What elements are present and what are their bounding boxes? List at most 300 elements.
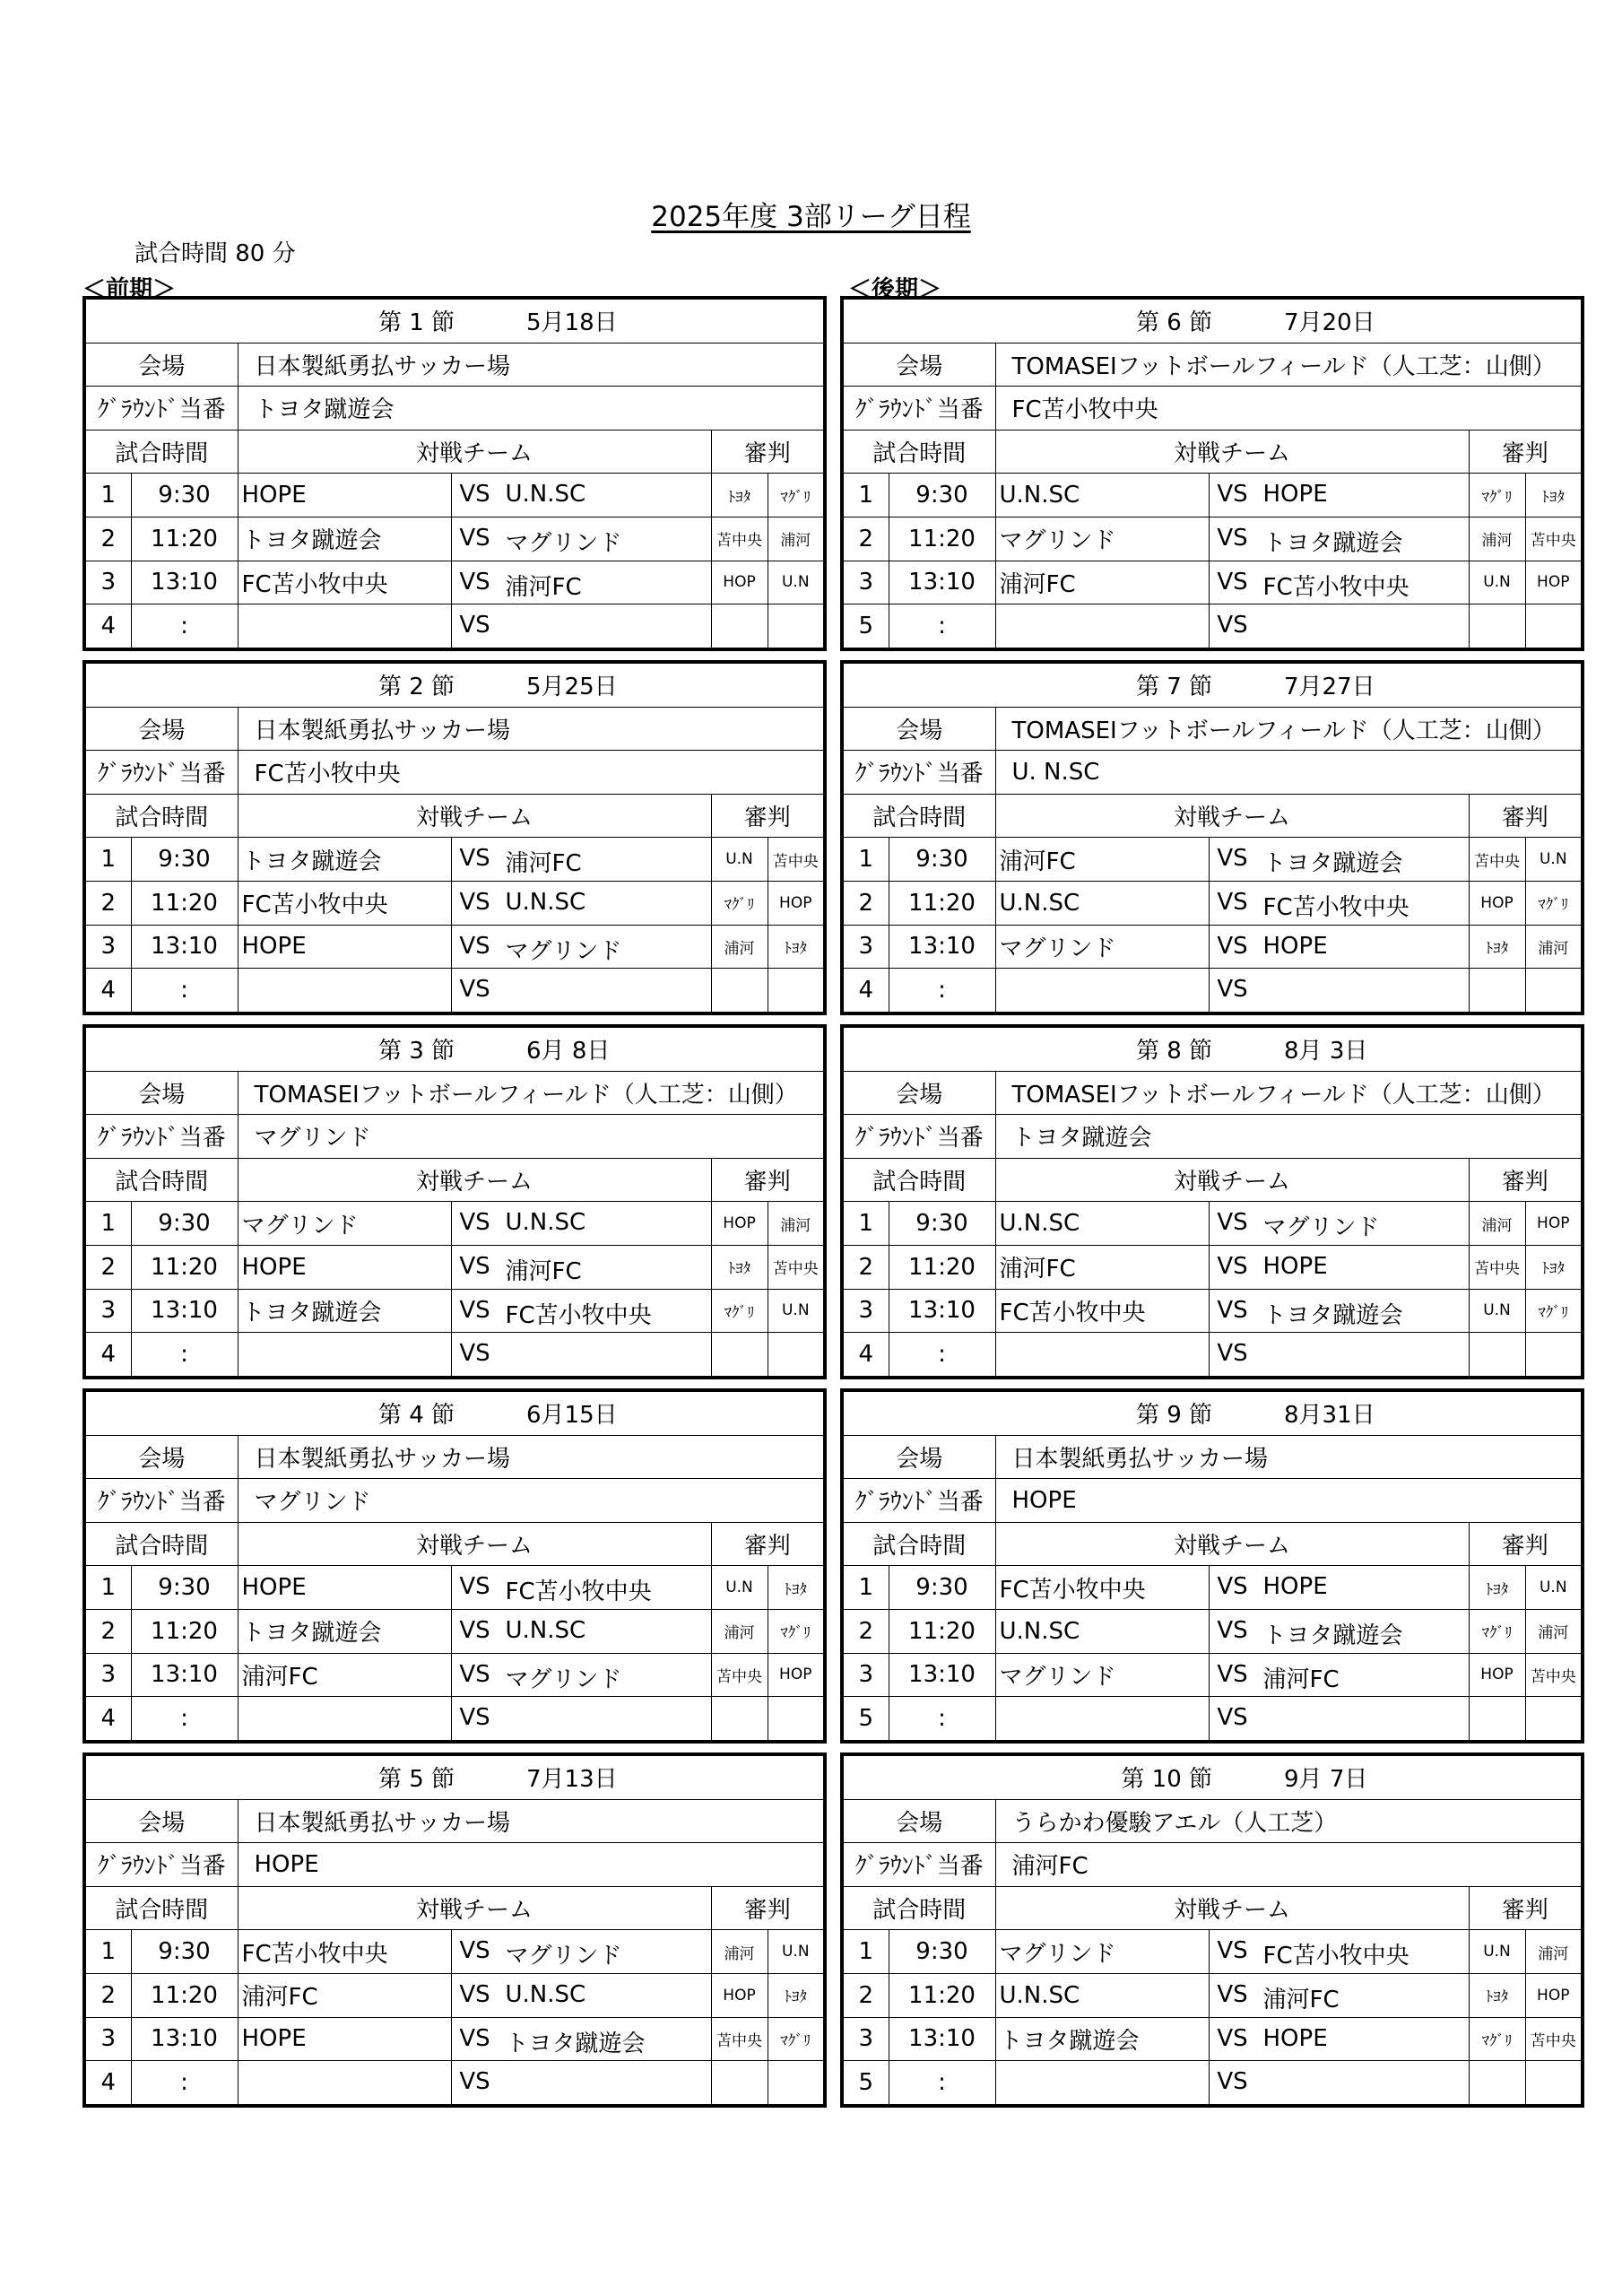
round-header bbox=[84, 1390, 825, 1435]
ground-duty-team: HOPE bbox=[995, 1479, 1583, 1523]
round-week: 第 7 節 bbox=[1135, 674, 1213, 701]
match-duration: 試合時間 80 分 bbox=[134, 240, 296, 267]
kickoff-time: 13:10 bbox=[131, 1289, 238, 1333]
referee-header: 審判 bbox=[711, 794, 825, 838]
kickoff-time: 11:20 bbox=[889, 1973, 995, 2017]
referee-header: 審判 bbox=[711, 1158, 825, 1202]
match-number: 2 bbox=[84, 1609, 131, 1653]
referee-header: 審判 bbox=[1469, 794, 1583, 838]
versus-label: VS bbox=[459, 1340, 490, 1368]
match-row bbox=[84, 1202, 825, 1246]
referee-1: 浦河 bbox=[1469, 1202, 1525, 1246]
away-team: 浦河FC bbox=[1262, 1986, 1340, 2013]
away-team: 浦河FC bbox=[505, 573, 582, 601]
round-date: 6月15日 bbox=[526, 1402, 618, 1430]
versus-cell bbox=[451, 474, 711, 517]
versus-cell bbox=[1209, 1245, 1469, 1289]
versus-cell bbox=[451, 1653, 711, 1697]
referee-1: ﾄﾖﾀ bbox=[1469, 1973, 1525, 2017]
teams-header: 対戦チーム bbox=[238, 1158, 711, 1202]
round-block bbox=[82, 660, 823, 1015]
match-number: 1 bbox=[842, 1930, 889, 1974]
versus-label: VS bbox=[1217, 2024, 1248, 2052]
time-header: 試合時間 bbox=[84, 1522, 238, 1566]
kickoff-time: 9:30 bbox=[131, 838, 238, 882]
home-team: 浦河FC bbox=[238, 1973, 451, 2017]
ground-duty-label: ｸﾞﾗｳﾝﾄﾞ当番 bbox=[842, 1843, 995, 1887]
away-team: U.N.SC bbox=[505, 888, 586, 916]
round-table bbox=[840, 660, 1584, 1015]
venue-name: 日本製紙勇払サッカー場 bbox=[238, 343, 825, 387]
versus-cell bbox=[1209, 2061, 1469, 2106]
time-header: 試合時間 bbox=[842, 1158, 995, 1202]
away-team: マグリンド bbox=[1262, 1214, 1380, 1242]
match-number: 2 bbox=[842, 1973, 889, 2017]
home-team: FC苫小牧中央 bbox=[995, 1566, 1209, 1610]
away-team: HOPE bbox=[1262, 1252, 1328, 1280]
versus-label: VS bbox=[459, 1573, 490, 1601]
referee-2 bbox=[1525, 2061, 1583, 2106]
match-number: 5 bbox=[842, 1697, 889, 1742]
round-table bbox=[840, 1388, 1584, 1744]
match-number: 1 bbox=[84, 1566, 131, 1610]
referee-1: 苫中央 bbox=[1469, 1245, 1525, 1289]
away-team: トヨタ蹴遊会 bbox=[505, 2030, 646, 2057]
versus-label: VS bbox=[1217, 1660, 1248, 1688]
kickoff-time: 9:30 bbox=[131, 1566, 238, 1610]
referee-2: U.N bbox=[1525, 838, 1583, 882]
versus-label: VS bbox=[459, 845, 490, 873]
round-date: 7月13日 bbox=[526, 1766, 618, 1794]
referee-1: 浦河 bbox=[711, 1930, 768, 1974]
ground-duty-label: ｸﾞﾗｳﾝﾄﾞ当番 bbox=[84, 1843, 238, 1887]
kickoff-time: 13:10 bbox=[889, 2017, 995, 2061]
round-header bbox=[842, 1390, 1583, 1435]
match-row bbox=[842, 1566, 1583, 1610]
referee-1 bbox=[1469, 1333, 1525, 1378]
referee-2: ﾄﾖﾀ bbox=[768, 1566, 825, 1610]
kickoff-time: 9:30 bbox=[131, 474, 238, 517]
round-week: 第 10 節 bbox=[1121, 1766, 1213, 1794]
referee-1: HOP bbox=[1469, 881, 1525, 925]
versus-label: VS bbox=[1217, 1704, 1248, 1732]
versus-cell bbox=[1209, 2017, 1469, 2061]
referee-1: ﾏｸﾞﾘ bbox=[1469, 1609, 1525, 1653]
kickoff-time: : bbox=[889, 604, 995, 649]
referee-2: U.N bbox=[768, 1289, 825, 1333]
round-header bbox=[84, 1026, 825, 1071]
versus-cell bbox=[451, 1973, 711, 2017]
match-number: 5 bbox=[842, 604, 889, 649]
referee-2: 浦河 bbox=[1525, 1930, 1583, 1974]
away-team: トヨタ蹴遊会 bbox=[1262, 1622, 1403, 1649]
first-half-label: ＜前期＞ bbox=[82, 276, 177, 303]
round-block bbox=[840, 660, 1581, 1015]
time-header: 試合時間 bbox=[842, 1886, 995, 1930]
venue-label: 会場 bbox=[842, 343, 995, 387]
away-team: U.N.SC bbox=[505, 1980, 586, 2008]
home-team: 浦河FC bbox=[995, 838, 1209, 882]
kickoff-time: 9:30 bbox=[131, 1202, 238, 1246]
versus-cell bbox=[451, 1609, 711, 1653]
versus-label: VS bbox=[1217, 612, 1248, 639]
referee-1: ﾄﾖﾀ bbox=[711, 1245, 768, 1289]
round-block bbox=[82, 1752, 823, 2108]
match-row bbox=[842, 2061, 1583, 2106]
round-week: 第 1 節 bbox=[377, 309, 455, 337]
round-table bbox=[82, 1024, 827, 1379]
kickoff-time: 9:30 bbox=[889, 838, 995, 882]
away-team: U.N.SC bbox=[505, 1209, 586, 1237]
venue-name: TOMASEIフットボールフィールド（人工芝：山側） bbox=[995, 707, 1583, 751]
versus-label: VS bbox=[459, 932, 490, 960]
referee-header: 審判 bbox=[1469, 430, 1583, 474]
away-team: 浦河FC bbox=[505, 850, 582, 878]
match-number: 3 bbox=[842, 925, 889, 969]
match-number: 2 bbox=[842, 1609, 889, 1653]
kickoff-time: 9:30 bbox=[131, 1930, 238, 1974]
referee-1: U.N bbox=[711, 1566, 768, 1610]
versus-label: VS bbox=[1217, 1937, 1248, 1965]
versus-label: VS bbox=[459, 2024, 490, 2052]
referee-1: U.N bbox=[1469, 1289, 1525, 1333]
versus-cell bbox=[451, 561, 711, 604]
time-header: 試合時間 bbox=[84, 794, 238, 838]
home-team: トヨタ蹴遊会 bbox=[995, 2017, 1209, 2061]
referee-1 bbox=[711, 1333, 768, 1378]
time-header: 試合時間 bbox=[84, 430, 238, 474]
ground-duty-team: FC苫小牧中央 bbox=[995, 387, 1583, 430]
kickoff-time: 11:20 bbox=[889, 1245, 995, 1289]
versus-label: VS bbox=[1217, 1209, 1248, 1237]
versus-label: VS bbox=[459, 2068, 490, 2096]
match-row bbox=[842, 517, 1583, 561]
ground-duty-team: FC苫小牧中央 bbox=[238, 751, 825, 795]
match-number: 1 bbox=[842, 1566, 889, 1610]
ground-duty-team: マグリンド bbox=[238, 1115, 825, 1159]
versus-cell bbox=[1209, 474, 1469, 517]
match-row bbox=[84, 969, 825, 1013]
home-team: トヨタ蹴遊会 bbox=[238, 517, 451, 561]
round-block bbox=[840, 1388, 1581, 1744]
match-row bbox=[842, 1973, 1583, 2017]
home-team: マグリンド bbox=[238, 1202, 451, 1246]
referee-2: ﾄﾖﾀ bbox=[768, 1973, 825, 2017]
match-row bbox=[842, 2017, 1583, 2061]
home-team: U.N.SC bbox=[995, 1973, 1209, 2017]
away-team: HOPE bbox=[1262, 1573, 1328, 1601]
round-date: 8月31日 bbox=[1284, 1402, 1375, 1430]
ground-duty-team: マグリンド bbox=[238, 1479, 825, 1523]
versus-cell bbox=[451, 2061, 711, 2106]
home-team: FC苫小牧中央 bbox=[995, 1289, 1209, 1333]
teams-header: 対戦チーム bbox=[995, 430, 1469, 474]
kickoff-time: : bbox=[131, 1697, 238, 1742]
referee-2: 苫中央 bbox=[1525, 2017, 1583, 2061]
versus-label: VS bbox=[1217, 845, 1248, 873]
referee-1: ﾄﾖﾀ bbox=[1469, 1566, 1525, 1610]
away-team: マグリンド bbox=[505, 937, 622, 965]
referee-2: HOP bbox=[768, 881, 825, 925]
match-number: 3 bbox=[84, 1289, 131, 1333]
away-team: マグリンド bbox=[505, 1665, 622, 1693]
match-number: 2 bbox=[84, 1973, 131, 2017]
match-row bbox=[842, 1930, 1583, 1974]
referee-1: 浦河 bbox=[711, 925, 768, 969]
versus-label: VS bbox=[1217, 888, 1248, 916]
teams-header: 対戦チーム bbox=[238, 794, 711, 838]
match-number: 4 bbox=[84, 604, 131, 649]
round-header bbox=[84, 662, 825, 707]
referee-1: ﾏｸﾞﾘ bbox=[1469, 2017, 1525, 2061]
match-number: 3 bbox=[842, 1653, 889, 1697]
home-team bbox=[995, 1697, 1209, 1742]
ground-duty-label: ｸﾞﾗｳﾝﾄﾞ当番 bbox=[84, 1479, 238, 1523]
versus-label: VS bbox=[459, 612, 490, 639]
time-header: 試合時間 bbox=[842, 794, 995, 838]
home-team bbox=[995, 2061, 1209, 2106]
round-week: 第 8 節 bbox=[1135, 1038, 1213, 1065]
referee-1 bbox=[1469, 604, 1525, 649]
kickoff-time: 13:10 bbox=[889, 1653, 995, 1697]
venue-label: 会場 bbox=[84, 707, 238, 751]
round-header bbox=[842, 662, 1583, 707]
ground-duty-label: ｸﾞﾗｳﾝﾄﾞ当番 bbox=[842, 751, 995, 795]
round-table bbox=[82, 296, 827, 651]
match-number: 2 bbox=[842, 881, 889, 925]
match-number: 3 bbox=[84, 561, 131, 604]
match-row bbox=[84, 1609, 825, 1653]
home-team: 浦河FC bbox=[995, 561, 1209, 604]
match-number: 2 bbox=[842, 517, 889, 561]
match-row bbox=[84, 517, 825, 561]
teams-header: 対戦チーム bbox=[995, 1522, 1469, 1566]
referee-2 bbox=[768, 1697, 825, 1742]
referee-2: 浦河 bbox=[768, 517, 825, 561]
match-number: 1 bbox=[84, 838, 131, 882]
versus-cell bbox=[1209, 517, 1469, 561]
referee-2: 苫中央 bbox=[1525, 517, 1583, 561]
home-team: FC苫小牧中央 bbox=[238, 1930, 451, 1974]
kickoff-time: 13:10 bbox=[131, 561, 238, 604]
match-number: 1 bbox=[84, 1202, 131, 1246]
versus-label: VS bbox=[1217, 1340, 1248, 1368]
round-block bbox=[82, 296, 823, 651]
match-row bbox=[842, 1333, 1583, 1378]
round-table bbox=[840, 1024, 1584, 1379]
referee-1 bbox=[1469, 1697, 1525, 1742]
referee-2: 苫中央 bbox=[768, 838, 825, 882]
kickoff-time: : bbox=[889, 1333, 995, 1378]
versus-cell bbox=[451, 604, 711, 649]
referee-1: HOP bbox=[711, 1973, 768, 2017]
match-number: 2 bbox=[842, 1245, 889, 1289]
away-team: トヨタ蹴遊会 bbox=[1262, 529, 1403, 557]
kickoff-time: : bbox=[131, 2061, 238, 2106]
match-row bbox=[842, 1697, 1583, 1742]
versus-cell bbox=[1209, 969, 1469, 1013]
kickoff-time: 11:20 bbox=[131, 1245, 238, 1289]
away-team: マグリンド bbox=[505, 1943, 622, 1970]
match-number: 3 bbox=[84, 1653, 131, 1697]
away-team: HOPE bbox=[1262, 932, 1328, 960]
referee-2: ﾄﾖﾀ bbox=[1525, 474, 1583, 517]
home-team bbox=[995, 969, 1209, 1013]
versus-cell bbox=[451, 925, 711, 969]
venue-name: TOMASEIフットボールフィールド（人工芝：山側） bbox=[238, 1071, 825, 1115]
teams-header: 対戦チーム bbox=[995, 1886, 1469, 1930]
referee-2: ﾄﾖﾀ bbox=[1525, 1245, 1583, 1289]
ground-duty-label: ｸﾞﾗｳﾝﾄﾞ当番 bbox=[842, 1115, 995, 1159]
referee-2 bbox=[1525, 1333, 1583, 1378]
versus-cell bbox=[451, 1245, 711, 1289]
home-team: マグリンド bbox=[995, 1930, 1209, 1974]
teams-header: 対戦チーム bbox=[238, 1522, 711, 1566]
versus-label: VS bbox=[459, 524, 490, 552]
referee-1: HOP bbox=[1469, 1653, 1525, 1697]
match-row bbox=[84, 604, 825, 649]
referee-1: U.N bbox=[1469, 1930, 1525, 1974]
ground-duty-team: トヨタ蹴遊会 bbox=[238, 387, 825, 430]
match-row bbox=[842, 1653, 1583, 1697]
referee-1: HOP bbox=[711, 561, 768, 604]
time-header: 試合時間 bbox=[842, 1522, 995, 1566]
home-team: HOPE bbox=[238, 925, 451, 969]
match-number: 4 bbox=[84, 1333, 131, 1378]
referee-2 bbox=[1525, 604, 1583, 649]
away-team: マグリンド bbox=[505, 529, 622, 557]
home-team: U.N.SC bbox=[995, 881, 1209, 925]
versus-label: VS bbox=[1217, 1980, 1248, 2008]
home-team: HOPE bbox=[238, 2017, 451, 2061]
ground-duty-label: ｸﾞﾗｳﾝﾄﾞ当番 bbox=[842, 387, 995, 430]
versus-label: VS bbox=[1217, 1573, 1248, 1601]
versus-label: VS bbox=[459, 888, 490, 916]
versus-label: VS bbox=[459, 1209, 490, 1237]
referee-header: 審判 bbox=[1469, 1522, 1583, 1566]
round-table bbox=[840, 296, 1584, 651]
away-team: U.N.SC bbox=[505, 481, 586, 509]
home-team: U.N.SC bbox=[995, 1202, 1209, 1246]
versus-cell bbox=[451, 1202, 711, 1246]
versus-label: VS bbox=[459, 1252, 490, 1280]
home-team bbox=[238, 1697, 451, 1742]
match-number: 4 bbox=[84, 2061, 131, 2106]
kickoff-time: 11:20 bbox=[131, 1973, 238, 2017]
referee-2: 苫中央 bbox=[1525, 1653, 1583, 1697]
referee-2: ﾏｸﾞﾘ bbox=[768, 474, 825, 517]
kickoff-time: 13:10 bbox=[131, 1653, 238, 1697]
referee-1: 苫中央 bbox=[711, 2017, 768, 2061]
versus-label: VS bbox=[459, 1616, 490, 1644]
match-number: 1 bbox=[84, 474, 131, 517]
match-number: 1 bbox=[842, 1202, 889, 1246]
versus-cell bbox=[451, 517, 711, 561]
versus-label: VS bbox=[459, 1980, 490, 2008]
ground-duty-team: U. N.SC bbox=[995, 751, 1583, 795]
away-team: 浦河FC bbox=[1262, 1665, 1340, 1693]
kickoff-time: 13:10 bbox=[131, 2017, 238, 2061]
referee-2: HOP bbox=[1525, 1973, 1583, 2017]
versus-cell bbox=[1209, 604, 1469, 649]
referee-2: 苫中央 bbox=[768, 1245, 825, 1289]
versus-cell bbox=[1209, 1609, 1469, 1653]
match-row bbox=[84, 925, 825, 969]
ground-duty-team: トヨタ蹴遊会 bbox=[995, 1115, 1583, 1159]
away-team: 浦河FC bbox=[505, 1257, 582, 1285]
away-team: FC苫小牧中央 bbox=[505, 1301, 652, 1329]
round-block bbox=[840, 1024, 1581, 1379]
ground-duty-label: ｸﾞﾗｳﾝﾄﾞ当番 bbox=[84, 387, 238, 430]
versus-cell bbox=[1209, 1973, 1469, 2017]
round-date: 7月27日 bbox=[1284, 674, 1375, 701]
round-table bbox=[82, 1752, 827, 2108]
match-number: 2 bbox=[84, 881, 131, 925]
venue-label: 会場 bbox=[842, 1071, 995, 1115]
kickoff-time: 11:20 bbox=[889, 1609, 995, 1653]
away-team: HOPE bbox=[1262, 2024, 1328, 2052]
round-week: 第 2 節 bbox=[377, 674, 455, 701]
ground-duty-label: ｸﾞﾗｳﾝﾄﾞ当番 bbox=[84, 751, 238, 795]
versus-cell bbox=[1209, 1930, 1469, 1974]
venue-label: 会場 bbox=[842, 707, 995, 751]
referee-1: ﾏｸﾞﾘ bbox=[711, 881, 768, 925]
versus-label: VS bbox=[459, 976, 490, 1004]
referee-1: 浦河 bbox=[1469, 517, 1525, 561]
referee-1: ﾏｸﾞﾘ bbox=[711, 1289, 768, 1333]
versus-cell bbox=[451, 881, 711, 925]
referee-2 bbox=[768, 2061, 825, 2106]
round-week: 第 6 節 bbox=[1135, 309, 1213, 337]
versus-cell bbox=[1209, 1697, 1469, 1742]
match-number: 4 bbox=[842, 969, 889, 1013]
referee-1: HOP bbox=[711, 1202, 768, 1246]
versus-label: VS bbox=[459, 1704, 490, 1732]
kickoff-time: : bbox=[889, 969, 995, 1013]
away-team: FC苫小牧中央 bbox=[1262, 573, 1409, 601]
referee-2 bbox=[768, 1333, 825, 1378]
round-date: 6月 8日 bbox=[526, 1038, 611, 1065]
referee-header: 審判 bbox=[711, 1886, 825, 1930]
referee-2: ﾄﾖﾀ bbox=[768, 925, 825, 969]
time-header: 試合時間 bbox=[842, 430, 995, 474]
match-number: 3 bbox=[84, 2017, 131, 2061]
second-half-label: ＜後期＞ bbox=[848, 276, 942, 303]
round-header bbox=[84, 298, 825, 343]
match-row bbox=[842, 474, 1583, 517]
referee-2: HOP bbox=[768, 1653, 825, 1697]
referee-1: 苫中央 bbox=[1469, 838, 1525, 882]
match-row bbox=[84, 881, 825, 925]
referee-2: U.N bbox=[768, 561, 825, 604]
match-number: 4 bbox=[84, 969, 131, 1013]
versus-label: VS bbox=[459, 1660, 490, 1688]
home-team: HOPE bbox=[238, 1566, 451, 1610]
venue-name: 日本製紙勇払サッカー場 bbox=[238, 1435, 825, 1479]
venue-label: 会場 bbox=[842, 1799, 995, 1843]
match-row bbox=[842, 1245, 1583, 1289]
match-number: 2 bbox=[84, 517, 131, 561]
teams-header: 対戦チーム bbox=[238, 1886, 711, 1930]
round-date: 7月20日 bbox=[1284, 309, 1375, 337]
match-row bbox=[842, 969, 1583, 1013]
match-row bbox=[84, 561, 825, 604]
referee-1: 浦河 bbox=[711, 1609, 768, 1653]
versus-label: VS bbox=[1217, 2068, 1248, 2096]
versus-cell bbox=[451, 969, 711, 1013]
home-team: FC苫小牧中央 bbox=[238, 561, 451, 604]
referee-1 bbox=[711, 969, 768, 1013]
